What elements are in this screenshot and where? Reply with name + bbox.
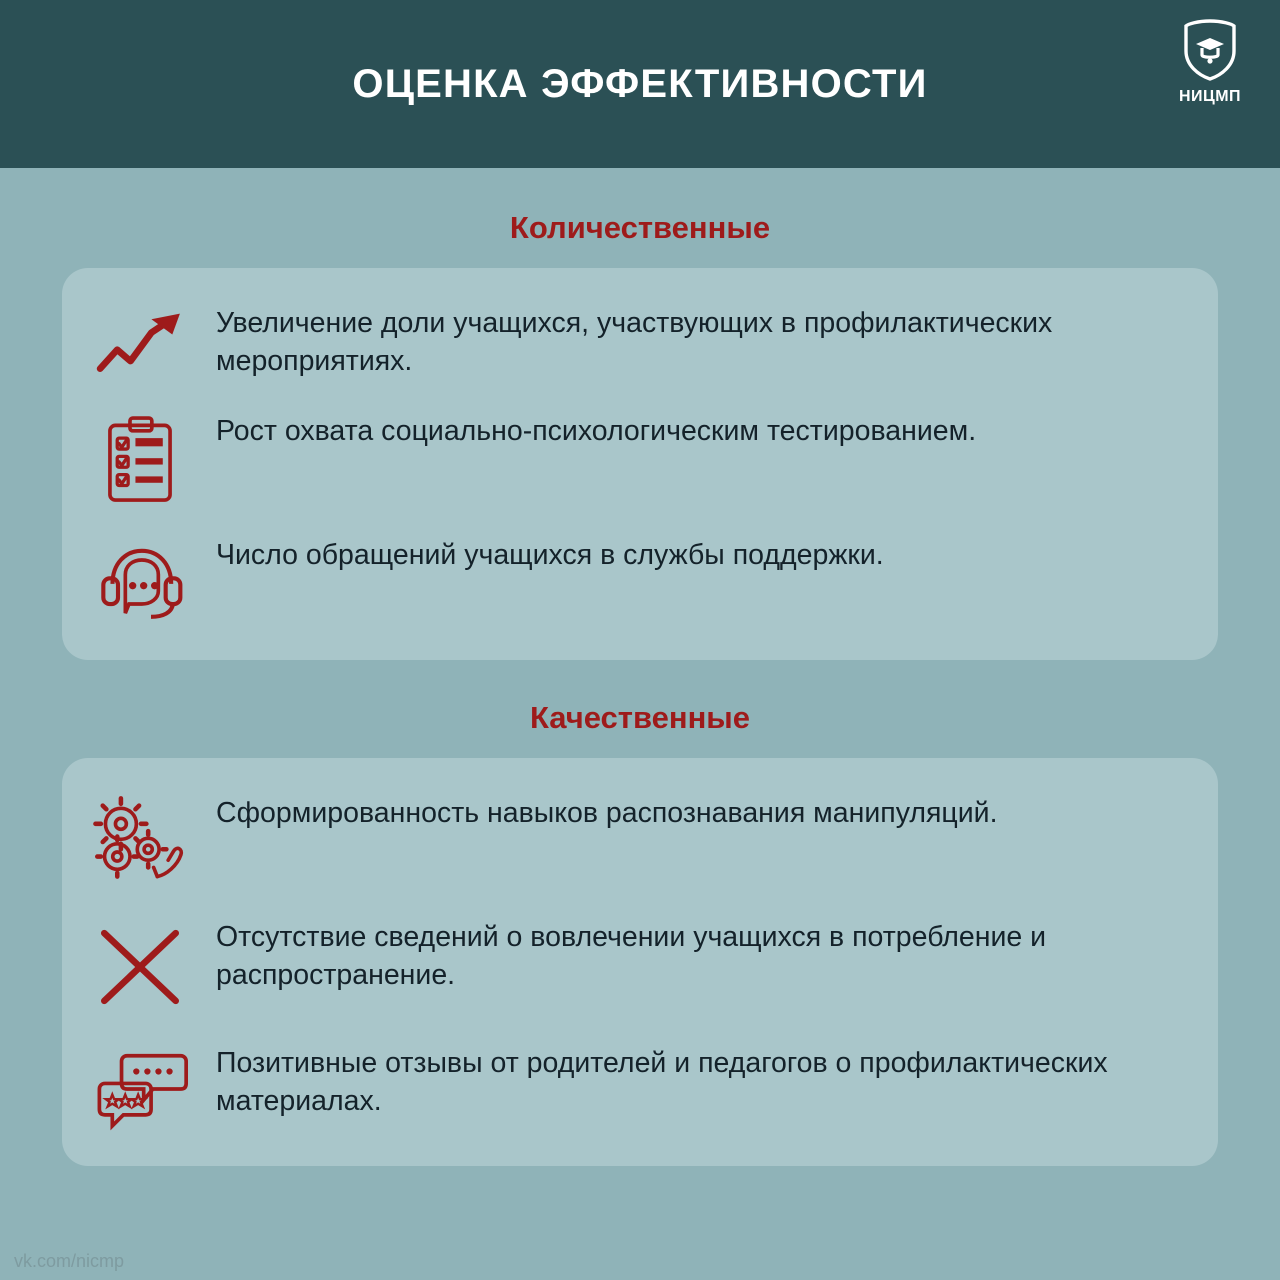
section-title-quantitative: Количественные <box>509 210 771 245</box>
page-title: ОЦЕНКА ЭФФЕКТИВНОСТИ <box>352 61 928 106</box>
list-item-text: Число обращений учащихся в службы поддержки. <box>216 539 884 571</box>
list-item-text: Увеличение доли учащихся, участвующих в профилактических мероприятиях. <box>216 307 1053 378</box>
list-item-text: Позитивные отзывы от родителей и педагогов о профилактических материалах. <box>216 1047 1108 1118</box>
headset-support-icon <box>88 534 192 626</box>
list-item <box>88 1042 1188 1132</box>
brand-name: НИЦМП <box>1178 88 1242 105</box>
list-item <box>88 534 1188 626</box>
chat-feedback-stars-icon <box>88 1042 192 1132</box>
growth-arrow-chart-icon <box>88 302 192 382</box>
brand-logo <box>1178 18 1242 106</box>
list-item <box>88 410 1188 506</box>
quantitative-card <box>62 268 1218 660</box>
list-item <box>88 916 1188 1014</box>
gears-hand-icon <box>88 792 192 888</box>
checklist-clipboard-icon <box>88 410 192 506</box>
list-item <box>88 792 1188 888</box>
footer-link[interactable]: vk.com/nicmp <box>14 1251 125 1271</box>
content-area <box>0 168 1280 1166</box>
qualitative-card <box>62 758 1218 1166</box>
page-header <box>0 0 1280 168</box>
list-item-text: Отсутствие сведений о вовлечении учащихся в потребление и распространение. <box>216 921 1047 992</box>
list-item-text: Рост охвата социально-психологическим тестированием. <box>216 415 977 447</box>
list-item-text: Сформированность навыков распознавания манипуляций. <box>216 797 998 829</box>
cross-x-icon <box>88 916 192 1014</box>
section-title-qualitative: Качественные <box>529 700 751 735</box>
list-item <box>88 302 1188 382</box>
graduation-cap-shield-icon <box>1178 18 1242 82</box>
